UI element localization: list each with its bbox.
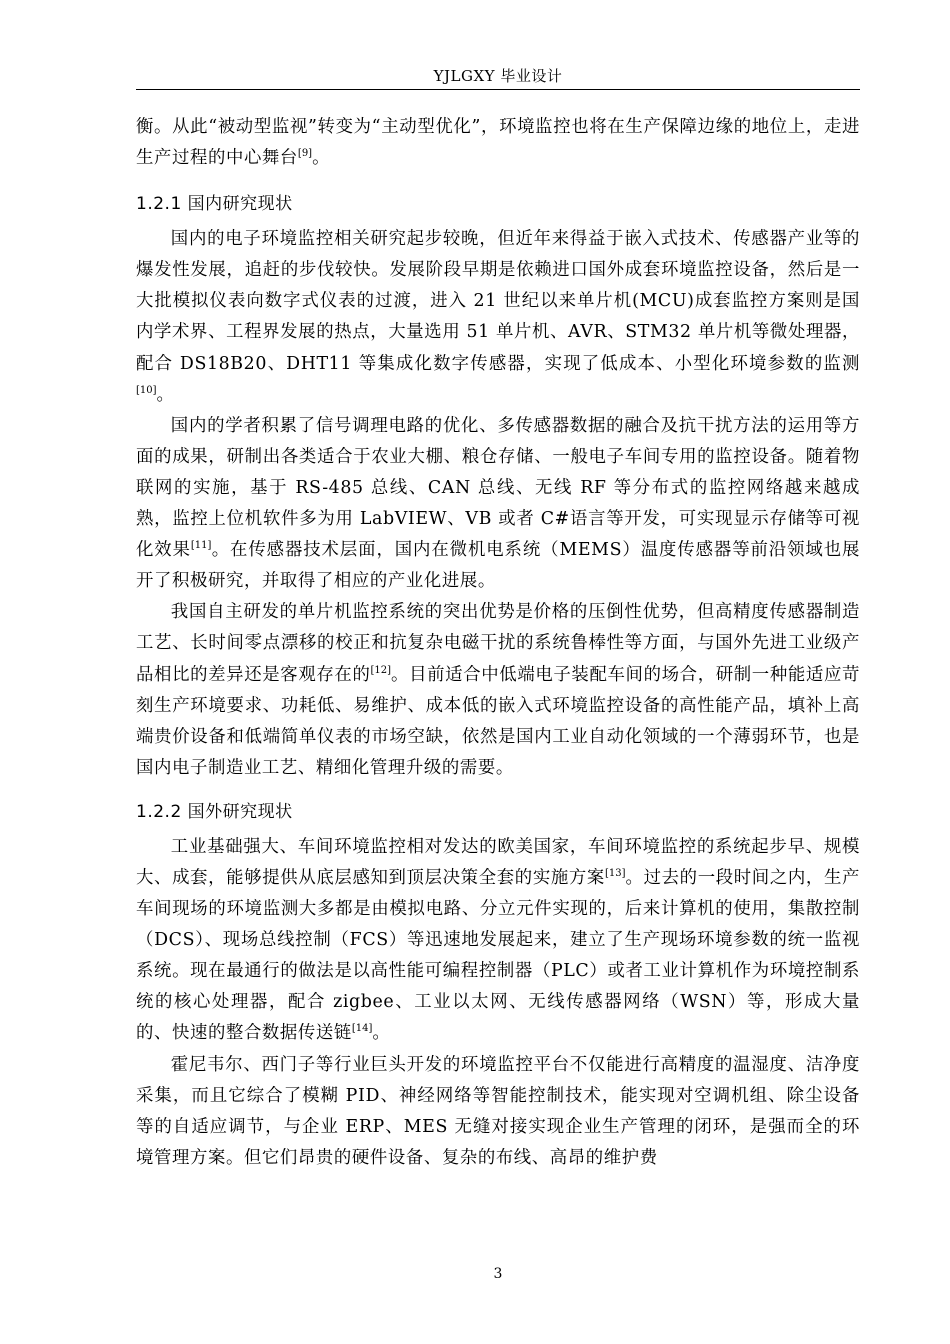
text-run: 工业基础强大、车间环境监控相对发达的欧美国家，车间环境监控的系统起步早、规模大、成套，能够提供从底层感知到顶层决策全套的实施方案 <box>136 836 860 888</box>
paragraph <box>136 1050 860 1174</box>
header-rule <box>136 89 860 90</box>
text-run: 国内的电子环境监控相关研究起步较晚，但近年来得益于嵌入式技术、传感器产业等的爆发性发展，追赶的步伐较快。发展阶段早期是依赖进口国外成套环境监控设备，然后是一大批模拟仪表向数字式仪表的过渡，进入 21 世纪以来单片机(MCU)成套监控方案则是国内学术界、工程界发展的热点，大量选用 51 单片机、AVR、STM32 单片机等微处理器，配合 DS18B20、DHT11 等集成化数字传感器，实现了低成本、小型化环境参数的监测 <box>136 229 860 374</box>
text-run: 我国自主研发的单片机监控系统的突出优势是价格的压倒性优势，但高精度传感器制造工艺、长时间零点漂移的校正和抗复杂电磁干扰的系统鲁棒性等方面，与国外先进工业级产品相比的差异还是客观存在的 <box>136 602 860 685</box>
paragraph <box>136 411 860 598</box>
page-number: 3 <box>493 1266 503 1282</box>
citation: [13] <box>604 868 626 880</box>
text-run: 。在传感器技术层面，国内在微机电系统（MEMS）温度传感器等前沿领域也展开了积极研究，并取得了相应的产业化进展。 <box>136 540 860 592</box>
text-run: 。 <box>312 148 331 169</box>
citation: [14] <box>351 1023 373 1035</box>
paragraph <box>136 597 860 784</box>
text-run: 霍尼韦尔、西门子等行业巨头开发的环境监控平台不仅能进行高精度的温湿度、洁净度采集，而且它综合了模糊 PID、神经网络等智能控制技术，能实现对空调机组、除尘设备等的自适应调节，与企业 ERP、MES 无缝对接实现企业生产管理的闭环，是强而全的环境管理方案。但它们昂贵的硬件设备、复杂的布线、高昂的维护费 <box>136 1054 860 1168</box>
section-heading-1-2-2: 1.2.2 国外研究现状 <box>136 801 293 822</box>
citation: [12] <box>370 664 392 676</box>
running-header: YJLGXY 毕业设计 <box>433 67 563 85</box>
section-heading-1-2-1: 1.2.1 国内研究现状 <box>136 194 293 215</box>
text-run: 。 <box>156 384 175 405</box>
text-run: 。 <box>372 1023 391 1044</box>
paragraph <box>136 832 860 1050</box>
text-run: 国内的学者积累了信号调理电路的优化、多传感器数据的融合及抗干扰方法的运用等方面的成果，研制出各类适合于农业大棚、粮仓存储、一般电子车间专用的监控设备。随着物联网的实施，基于 RS-485 总线、CAN 总线、无线 RF 等分布式的监控网络越来越成熟，监控上位机软件多为用 LabVIEW、VB 或者 C#语言等开发，可实现显示存储等可视化效果 <box>136 415 860 561</box>
text-run: 。过去的一段时间之内，生产车间现场的环境监测大多都是由模拟电路、分立元件实现的，后来计算机的使用，集散控制（DCS）、现场总线控制（FCS）等迅速地发展起来，建立了生产现场环境参数的统一监视系统。现在最通行的做法是以高性能可编程控制器（PLC）或者工业计算机作为环境控制系统的核心处理器，配合 zigbee、工业以太网、无线传感器网络（WSN）等，形成大量的、快速的整合数据传送链 <box>136 867 860 1044</box>
paragraph-continued <box>136 112 860 174</box>
citation: [11] <box>190 540 212 552</box>
text-run: 衡。从此“被动型监视”转变为“主动型优化”，环境监控也将在生产保障边缘的地位上，走进生产过程的中心舞台 <box>136 117 860 169</box>
page-body <box>136 110 860 1174</box>
citation: [9] <box>297 148 313 160</box>
citation: [10] <box>136 384 157 396</box>
text-run: 。目前适合中低端电子装配车间的场合，研制一种能适应苛刻生产环境要求、功耗低、易维护、成本低的嵌入式环境监控设备的高性能产品，填补上高端贵价设备和低端简单仪表的市场空缺，依然是国内工业自动化领域的一个薄弱环节，也是国内电子制造业工艺、精细化管理升级的需要。 <box>136 664 860 778</box>
paragraph <box>136 224 860 411</box>
